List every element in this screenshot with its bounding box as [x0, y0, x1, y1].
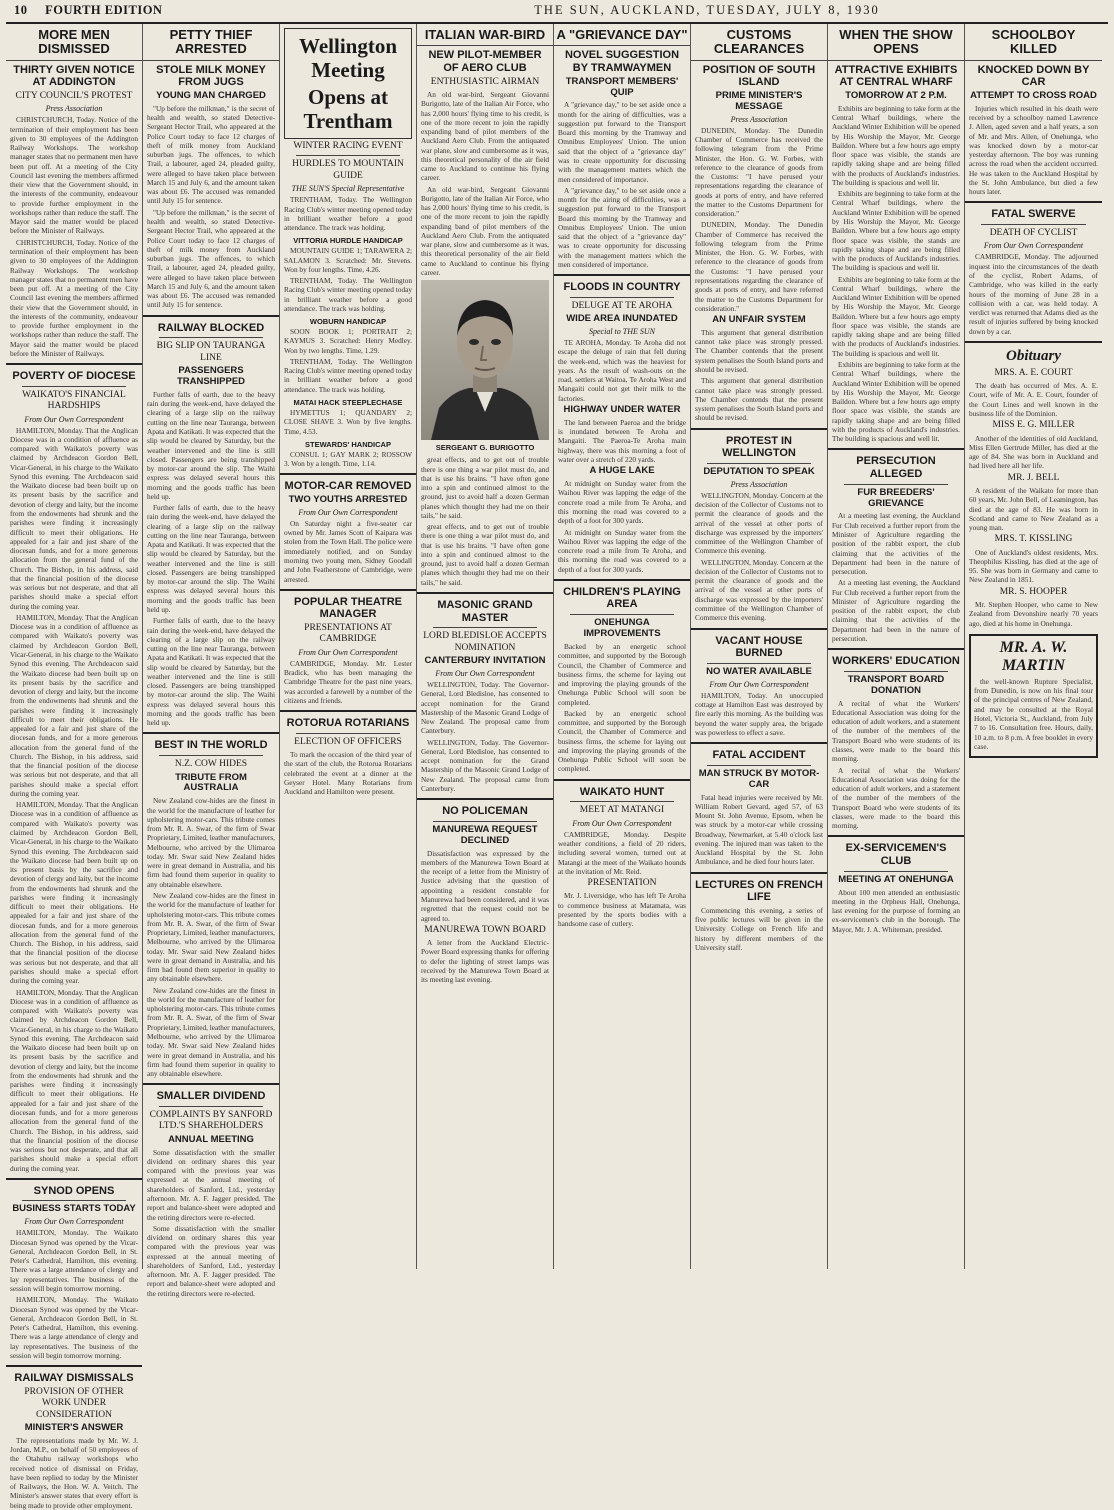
- subheadline: MANUREWA TOWN BOARD: [424, 924, 546, 935]
- column-banner: ITALIAN WAR-BIRD: [417, 26, 553, 46]
- subheadline: CITY COUNCIL'S PROTEST: [15, 90, 133, 101]
- credit: From Our Own Correspondent: [24, 414, 124, 424]
- headline: RAILWAY BLOCKED: [157, 321, 265, 334]
- divider: [570, 614, 674, 615]
- headline: SMALLER DIVIDEND: [156, 1090, 266, 1103]
- divider: [6, 1365, 142, 1367]
- divider: [22, 386, 126, 387]
- article-body-continued: An old war-bird, Sergeant Giovanni Burigotto, late of the Italian Air Force, who has 2,000 hours' flying time to his credit, is one of the more recent to join the rapidly expanding band of pilot members of the Auckland Aero Club. From the antiquated war plane, slow and cumbersome as it was, this theoretical personality of the air field came to Auckland to continue his flying career.: [421, 184, 549, 278]
- column-7: [828, 24, 965, 1269]
- headline: CHILDREN'S PLAYING AREA: [563, 585, 681, 611]
- subheadline: PASSENGERS TRANSHIPPED: [176, 365, 246, 387]
- racing-headline-line-1: Wellington Meeting: [298, 34, 398, 82]
- divider: [159, 337, 263, 338]
- divider: [296, 733, 400, 734]
- racing-headline-box: [284, 28, 412, 139]
- column-8: [965, 24, 1102, 1269]
- obituary-name: MR. S. HOOPER: [999, 586, 1068, 597]
- article-body-continued: A "grievance day," to be set aside once a month for the airing of difficulties, was a suggestion put forward to the Transport Board this morning by the Tramway and Omnibus Employees' Union. The union said that the object of a "grievance day" was to create opportunity for discussing with the management matters which the men considered of importance.: [558, 185, 686, 269]
- portrait-photo: [421, 280, 549, 440]
- article-body: DUNEDIN, Monday. The Dunedin Chamber of Commerce has received the following telegram from the Prime Minister, the Hon. G. W. Forbes, with reference to the clearance of goods from the Customs: "I have perused your representations regarding the clearance of goods at ports of entry, and have referred the matter to the Customs Department for consideration.": [695, 125, 823, 219]
- subheadline: BUSINESS STARTS TODAY: [12, 1203, 136, 1215]
- headline: POPULAR THEATRE MANAGER: [294, 595, 402, 621]
- subheadline: ANNUAL MEETING: [168, 1133, 254, 1145]
- article-body-continued: This argument that general distribution cannot take place was strongly pressed. The Chamber contends that the present system penalises the South Island ports and should be revised.: [695, 376, 823, 423]
- headline: PROTEST IN WELLINGTON: [722, 434, 796, 460]
- subheadline: TRIBUTE FROM AUSTRALIA: [175, 771, 247, 794]
- divider: [6, 363, 142, 365]
- subheadline: WINTER RACING EVENT: [293, 141, 403, 152]
- credit: Special to THE SUN: [589, 327, 655, 337]
- divider: [280, 710, 416, 712]
- subheadline: N.Z. COW HIDES: [174, 759, 248, 770]
- headline: FLOODS IN COUNTRY: [563, 281, 681, 294]
- advertisement-body: the well-known Rupture Specialist, from Dunedin, is now on his final tour of the principal centres of New Zealand, and may be consulted at the Royal Hotel, Victoria St., Auckland, from July 7 to 16. Consultation free. Hours, daily, 10 a.m. to 8 p.m. A free booklet in every case.: [974, 676, 1093, 751]
- column-banner: SCHOOLBOY KILLED: [965, 26, 1102, 61]
- subheadline: ATTEMPT TO CROSS ROAD: [970, 89, 1097, 101]
- obituary-name: MRS. A. E. COURT: [994, 367, 1073, 378]
- divider: [280, 589, 416, 591]
- article-body-continued: HAMILTON, Monday. The Waikato Diocesan Synod was opened by the Vicar-General, Archdeacon Gordon Bell, in St. Peter's Cathedral, Hamilton, this evening. There was a large attendance of clergy and lay representatives. The business of the session will begin tomorrow morning.: [10, 1295, 138, 1360]
- credit: From Our Own Correspondent: [709, 679, 809, 689]
- credit: Press Association: [45, 104, 103, 114]
- race-title: MATAI HACK STEEPLECHASE: [293, 398, 403, 408]
- obituary-body: Mr. Stephen Hooper, who came to New Zealand from Devonshire nearly 70 years ago, died at his home in Onehunga.: [969, 600, 1098, 628]
- subheadline: ENTHUSIASTIC AIRMAN: [430, 76, 540, 87]
- headline: VACANT HOUSE BURNED: [715, 634, 803, 660]
- headline: POSITION OF SOUTH ISLAND: [702, 63, 816, 89]
- divider: [965, 341, 1102, 343]
- article-body: CAMBRIDGE, Monday. The adjourned inquest into the circumstances of the death of the cyclist, Robert Adams, of Cambridge, who was killed in the early hours of the morning of June 28 in a collision with a car, was held today. A verdict was returned that Adams died as the result of injuries suffered by being knocked down by a car.: [969, 252, 1098, 336]
- divider: [554, 274, 690, 276]
- headline: POVERTY OF DIOCESE: [12, 370, 136, 383]
- race-result: HYMETTUS 1; QUANDARY 2; CLOSE SHAVE 3. Won by five lengths. Time, 4.53.: [284, 408, 412, 436]
- divider: [417, 798, 553, 800]
- column-5: [554, 24, 691, 1269]
- article-body-continued: A recital of what the Workers' Educational Association was doing for the education of adult workers, and a statement of the number of the members of the Transport Board who were students of its classes, were made to the board this morning.: [832, 765, 960, 831]
- subheadline: WIDE AREA INUNDATED: [566, 313, 678, 325]
- column-6: [691, 24, 828, 1269]
- article-body-continued: New Zealand cow-hides are the finest in the world for the manufacture of leather for upholstering motor-cars. This tribute comes from Mr. R. A. Swar, of the firm of Swar Proprietary, Limited, leather manufacturers, Melbourne, who arrived by the Ulimaroa today. Mr. Swar said New Zealand hides were in great demand in Australia, and his firm had found them superior in quality to any obtainable elsewhere.: [147, 891, 275, 984]
- divider: [691, 428, 827, 430]
- divider: [707, 765, 811, 766]
- obituary-body: A resident of the Waikato for more than 60 years, Mr. John Bell, of Leamington, has died at the age of 83. He was born in Scotland and came to New Zealand as a young man.: [969, 485, 1098, 533]
- article-body: CHRISTCHURCH, Today. Notice of the termination of their employment has been given to 30 employees of the Addington Railway Workshops. The workshop manager states that no permanent men have been put off. At a meeting of the City Council last evening the members affirmed their view that the Government should, in the interests of the community, endeavour to provide further employment in the workshops rather than reduce the staff. The Mayor said the matter would be placed before the Minister of Railways.: [10, 115, 138, 236]
- article-body: great effects, and to get out of trouble there is one thing a war pilot must do, and that is use his brains. "I have often gone into a spin and continued almost to the ground, just to avoid half a dozen German planes which thought they had me on their tails," he said.: [421, 455, 549, 520]
- article-body: Further falls of earth, due to the heavy rain during the week-end, have delayed the clearing of a large slip on the railway cutting on the line near Tauranga, between Apata and Katikati. It was expected that the slip would be cleared by Saturday, but the weather intervened and the line is still closed. Passengers are being transhipped by motor-car around the slip. The Waihi express was delayed several hours this morning and the goods traffic has been held up.: [147, 389, 275, 501]
- subheadline: MINISTER'S ANSWER: [24, 1421, 124, 1433]
- subheadline: NO WATER AVAILABLE: [706, 665, 812, 677]
- credit: From Our Own Correspondent: [435, 668, 535, 678]
- column-4: [417, 24, 554, 1269]
- column-banner: PETTY THIEF ARRESTED: [143, 26, 279, 61]
- divider: [691, 872, 827, 874]
- headline: MOTOR-CAR REMOVED: [284, 480, 412, 493]
- headline: WORKERS' EDUCATION: [832, 655, 960, 668]
- article-body: The representations made by Mr. W. J. Jordan, M.P., on behalf of 50 employees of the Otahuhu railway workshops who received notice of dismissal on Friday, have been replied to today by the Minister of Railways, the Hon. W. A. Veitch. The Minister's answer states that every effort is being made to provide other employment.: [10, 1435, 138, 1510]
- article-body-continued: HAMILTON, Monday. That the Anglican Diocese was in a condition of affluence as compared with Waikato's poverty was claimed by Archdeacon Gordon Bell, Vicar-General, in his charge to the Waikato Synod this evening. The Archdeacon said the Waikato diocese had been built up on its present basis by the sacrifice and devotion of clergy and laity, but the income from the endowments had shrunk and the parishes were finding it increasingly difficult to meet their obligations. He appealed for a fair and just share of the diocesan funds, and for a more generous allocation from the general fund of the Church. The Bishop, in his address, said that the financial position of the diocese was serious but not desperate, and that all parishes should make a special effort during the coming year.: [10, 612, 138, 798]
- race-title: STEWARDS' HANDICAP: [305, 439, 391, 449]
- subheadline: DEATH OF CYCLIST: [989, 228, 1078, 239]
- headline: KNOCKED DOWN BY CAR: [977, 63, 1090, 89]
- headline: NEW PILOT-MEMBER OF AERO CLUB: [428, 49, 542, 74]
- article-body: Dissatisfaction was expressed by the members of the Manurewa Town Board at the receipt of a letter from the Ministry of Justice advising that the question of appointing a resident constable for Manurewa had been considered, and it was regretted that the request could not be agreed to.: [421, 848, 549, 923]
- article-body-continued: Further falls of earth, due to the heavy rain during the week-end, have delayed the clearing of a large slip on the railway cutting on the line near Tauranga, between Apata and Katikati. It was expected that the slip would be cleared by Saturday, but the weather intervened and the line is still closed. Passengers are being transhipped by motor-car around the slip. The Waihi express was delayed several hours this morning and the goods traffic has been held up.: [147, 503, 275, 615]
- subheadline: BIG SLIP ON TAURANGA LINE: [156, 341, 266, 363]
- credit: THE SUN'S Special Representative: [291, 184, 405, 194]
- divider: [570, 801, 674, 802]
- divider: [707, 663, 811, 664]
- subheadline: PRESENTATIONS AT CAMBRIDGE: [304, 623, 392, 645]
- article-body-continued: Exhibits are beginning to take form at the Central Wharf buildings, where the Auckland Winter Exhibition will be opened by His Worship the Mayor, Mr. George Baildon. Where but a few hours ago empty floor space was visible, the stands are rapidly taking shape and are being filled with the products of Auckland's industries. The building is spacious and well lit.: [832, 189, 960, 273]
- divider: [143, 732, 279, 734]
- headline: FATAL ACCIDENT: [712, 749, 806, 762]
- divider: [554, 579, 690, 581]
- masthead-left: [14, 3, 176, 18]
- subheadline: TWO YOUTHS ARRESTED: [288, 493, 408, 505]
- divider: [159, 1106, 263, 1107]
- article-body: TRENTHAM, Today. The Wellington Racing Club's winter meeting opened today in brilliant weather before a good attendance. The track was holding.: [284, 195, 412, 233]
- article-body: CAMBRIDGE, Monday. Despite weather conditions, a field of 20 riders, including several women, turned out at Matangi at the meet of the Waikato hounds at the invitation of Mr. Reid.: [558, 829, 686, 876]
- edition-label: FOURTH EDITION: [45, 3, 163, 17]
- credit: From Our Own Correspondent: [24, 1217, 124, 1227]
- race-result: MOUNTAIN GUIDE 1; TARAWERA 2; SALAMON 3. Scratched: Mr. Stevens. Won by four lengths. Time, 4.26.: [284, 246, 412, 274]
- article-body: New Zealand cow-hides are the finest in the world for the manufacture of leather for upholstering motor-cars. This tribute comes from Mr. R. A. Swar, of the firm of Swar Proprietary, Limited, leather manufacturers, Melbourne, who arrived by the Ulimaroa today. Mr. Swar said New Zealand hides were in great demand in Australia, and his firm had found them superior in quality to any obtainable elsewhere.: [147, 796, 275, 889]
- article-body: Commencing this evening, a series of five public lectures will be given in the University College on French life and history by different members of the University staff.: [695, 905, 823, 953]
- article-body-continued: New Zealand cow-hides are the finest in the world for the manufacture of leather for upholstering motor-cars. This tribute comes from Mr. R. A. Swar, of the firm of Swar Proprietary, Limited, leather manufacturers, Melbourne, who arrived by the Ulimaroa today. Mr. Swar said New Zealand hides were in great demand in Australia, and his firm had found them superior in quality to any obtainable elsewhere.: [147, 985, 275, 1079]
- article-body: The land between Paeroa and the bridge is inundated between Te Aroha and Mangaiti. The Paeroa-Te Aroha main highway, there was this morning a foot of water over a stretch of 220 yards.: [558, 417, 686, 464]
- obituary-name: MISS E. G. MILLER: [992, 420, 1075, 431]
- photo-caption: SERGEANT G. BURIGOTTO: [435, 443, 535, 453]
- divider: [691, 742, 827, 744]
- subheadline: MANUREWA REQUEST DECLINED: [432, 823, 538, 846]
- headline: ROTORUA ROTARIANS: [286, 717, 410, 730]
- divider: [844, 871, 948, 872]
- subheadline: TRANSPORT BOARD DONATION: [847, 673, 945, 696]
- column-3: [280, 24, 417, 1269]
- subheadline: MAN STRUCK BY MOTOR-CAR: [698, 767, 820, 790]
- article-body-continued: At a meeting last evening, the Auckland Fur Club received a further report from the Minister of Agriculture regarding the position of the rabbit export, the club claiming that the activities of the Department had been in the nature of persecution.: [832, 578, 960, 643]
- article-body: This argument that general distribution cannot take place was strongly pressed. The Chamber contends that the present system penalises the South Island ports and should be revised.: [695, 327, 823, 375]
- race-result: SOON BOOK 1; PORTRAIT 2; KAYMUS 3. Scratched: Henry Medley. Won by two lengths. Time, 1.29.: [284, 327, 412, 355]
- article-body: Backed by an energetic school committee, and supported by the Borough Council, the Chamber of Commerce and business firms, the scheme for laying out and improving the playing grounds of the Onehunga Public School will soon be completed.: [558, 641, 686, 707]
- article-body-continued: Exhibits are beginning to take form at the Central Wharf buildings, where the Auckland Winter Exhibition will be opened by His Worship the Mayor, Mr. George Baildon. Where but a few hours ago empty floor space was visible, the stands are rapidly taking shape and are being filled with the products of Auckland's industries. The building is spacious and well lit.: [832, 359, 960, 444]
- article-body-continued: WELLINGTON, Monday. Concern at the decision of the Collector of Customs not to permit the clearance of goods and the arrival of the vessel at other ports of discharge was expressed by the importers' committee of the Wellington Chamber of Commerce this evening.: [695, 557, 823, 623]
- subheadline: PRIME MINISTER'S MESSAGE: [715, 89, 803, 112]
- article-body-continued: DUNEDIN, Monday. The Dunedin Chamber of Commerce has received the following telegram from the Prime Minister, the Hon. G. W. Forbes, with reference to the clearance of goods from the Customs: "I have perused your representations regarding the clearance of goods at ports of entry, and have referred the matter to the Customs Department for consideration.": [695, 220, 823, 313]
- column-banner: MORE MEN DISMISSED: [6, 26, 142, 61]
- divider: [417, 592, 553, 594]
- headline: THIRTY GIVEN NOTICE AT ADDINGTON: [13, 63, 135, 89]
- article-body: At a meeting last evening, the Auckland Fur Club received a further report from the Minister of Agriculture regarding the position of the rabbit export, the club claiming that the activities of the Department had been in the nature of persecution.: [832, 511, 960, 577]
- article-body: A "grievance day," to be set aside once a month for the airing of difficulties, was a suggestion put forward to the Transport Board this morning by the Tramway and Omnibus Employees' Union. The union said that the object of a "grievance day" was to create opportunity for discussing with the management matters which the men considered of importance.: [558, 100, 686, 184]
- headline: FATAL SWERVE: [991, 208, 1076, 221]
- article-body: CAMBRIDGE, Monday. Mr. Lester Bradick, who has been managing the Cambridge Theatre for the past nine years, was accorded a farewell by a number of the citizens and friends.: [284, 658, 412, 705]
- headline: NOVEL SUGGESTION BY TRAMWAYMEN: [564, 49, 680, 74]
- subheadline: HURDLES TO MOUNTAIN GUIDE: [292, 159, 404, 181]
- race-title: VITTORIA HURDLE HANDICAP: [293, 236, 403, 246]
- obituary-name: MR. J. BELL: [1007, 472, 1060, 483]
- divider: [296, 155, 400, 156]
- subheadline: HIGHWAY UNDER WATER: [563, 404, 681, 416]
- subheadline: DELUGE AT TE AROHA: [571, 300, 673, 311]
- article-body: A recital of what the Workers' Educational Association was doing for the education of adult workers, and a statement of the number of the members of the Transport Board who were students of its classes, were made to the board this morning.: [832, 698, 960, 764]
- race-report: TRENTHAM, Today. The Wellington Racing Club's winter meeting opened today in brilliant weather before a good attendance. The track was holding.: [284, 276, 412, 313]
- subheadline: PROVISION OF OTHER WORK UNDER CONSIDERATION: [24, 1386, 124, 1420]
- headline: LECTURES ON FRENCH LIFE: [695, 878, 823, 904]
- credit: Press Association: [730, 114, 788, 124]
- headline: RAILWAY DISMISSALS: [14, 1372, 134, 1385]
- headline: WAIKATO HUNT: [579, 785, 665, 798]
- divider: [554, 779, 690, 781]
- article-body-continued: Backed by an energetic school committee, and supported by the Borough Council, the Chamber of Commerce and business firms, the scheme for laying out and improving the playing grounds of the Onehunga Public School will soon be completed.: [558, 708, 686, 774]
- article-body-continued: HAMILTON, Monday. That the Anglican Diocese was in a condition of affluence as compared with Waikato's poverty was claimed by Archdeacon Gordon Bell, Vicar-General, in his charge to the Waikato Synod this evening. The Archdeacon said the Waikato diocese had been built up on its present basis by the sacrifice and devotion of clergy and laity, but the income from the endowments had shrunk and the parishes were finding it increasingly difficult to meet their obligations. He appealed for a fair and just share of the diocesan funds, and for a more generous allocation from the general fund of the Church. The Bishop, in his address, said that the financial position of the diocese was serious but not desperate, and that all parishes should make a special effort during the coming year.: [10, 800, 138, 986]
- divider: [6, 1178, 142, 1180]
- article-body: Injuries which resulted in his death were received by a schoolboy named Lawrence J. Allen, aged seven and a half years, a son of Mr. and Mrs. Allen, of Onehunga, who was knocked down by a motor-car yesterday afternoon. The boy was running across the road when the accident occurred. He was taken to the Auckland Hospital by the St. John Ambulance, but died a few hours later.: [969, 103, 1098, 197]
- credit: From Our Own Correspondent: [298, 647, 398, 657]
- credit: From Our Own Correspondent: [983, 241, 1084, 251]
- divider: [828, 648, 964, 650]
- divider: [159, 755, 263, 756]
- article-body: Mr. J. Liversidge, who has left Te Aroha to commence business at Matamata, was presented by the sports bodies with a handsome case of cutlery.: [558, 891, 686, 929]
- subheadline: AN UNFAIR SYSTEM: [712, 314, 806, 326]
- column-banner: WHEN THE SHOW OPENS: [828, 26, 964, 61]
- obituary-body: Another of the identities of old Auckland, Miss Ellen Gertrude Miller, has died at the age of 84. She was born in Auckland and had lived here all her life.: [969, 433, 1098, 471]
- divider: [691, 628, 827, 630]
- divider: [433, 627, 537, 628]
- divider: [828, 448, 964, 450]
- article-body-continued: "Up before the milkman," is the secret of health and wealth, so stated Detective-Sergeant Hector Trail, who appeared at the Police Court today to face 12 charges of theft of milk money from Auckland suburban jugs. The offences, to which Trail, a labourer, aged 24, pleaded guilty, were alleged to have taken place between March 15 and July 6, and the amount taken was about £6. The accused was remanded until July 15 for sentence.: [147, 207, 275, 310]
- divider: [828, 835, 964, 837]
- article-body: On Saturday night a five-seater car owned by Mr. James Scott of Kaipara was stolen from the Town Hall. The police were immediately notified, and on Sunday morning two young men, Sidney Goodall and John Featherstone of Cambridge, were arrested.: [284, 518, 412, 584]
- article-body-continued: Some dissatisfaction with the smaller dividend on ordinary shares this year compared with the previous year was expressed at the annual meeting of shareholders of Sanford, Ltd., yesterday afternoon. Mr. A. F. Jagger presided. The report and balance-sheet were adopted and the retiring directors were re-elected.: [147, 1223, 275, 1298]
- divider: [844, 671, 948, 672]
- divider: [707, 463, 811, 464]
- article-body: Some dissatisfaction with the smaller dividend on ordinary shares this year compared with the previous year was expressed at the annual meeting of shareholders of Sanford, Ltd., yesterday afternoon. Mr. A. F. Jagger presided. The report and balance-sheet were adopted and the retiring directors were re-elected.: [147, 1147, 275, 1222]
- headline: SYNOD OPENS: [33, 1184, 115, 1197]
- credit: From Our Own Correspondent: [572, 818, 672, 828]
- subheadline: PRESENTATION: [587, 878, 657, 889]
- headline: NO POLICEMAN: [442, 805, 528, 818]
- column-1: [6, 24, 143, 1510]
- headline: ATTRACTIVE EXHIBITS AT CENTRAL WHARF: [834, 63, 958, 89]
- subheadline: YOUNG MAN CHARGED: [156, 89, 266, 101]
- obituary-body: The death has occurred of Mrs. A. E. Court, wife of Mr. A. E. Court, founder of the Court Lines and well known in the business life of the Dominion.: [969, 381, 1098, 418]
- obituary-heading: Obituary: [1005, 347, 1061, 364]
- divider: [570, 297, 674, 298]
- race-result: CONSUL 1; GAY MARK 2; ROSSOW 3. Won by a length. Time, 1.14.: [284, 449, 412, 469]
- article-body: HAMILTON, Monday. That the Anglican Diocese was in a condition of affluence as compared with Waikato's poverty was claimed by Archdeacon Gordon Bell, Vicar-General, in his charge to the Waikato Synod this evening. The Archdeacon said the Waikato diocese had been built up on its present basis by the sacrifice and devotion of clergy and laity, but the income from the endowments had shrunk and the parishes were finding it increasingly difficult to meet their obligations. He appealed for a fair and just share of the diocesan funds, and for a more generous allocation from the general fund of the Church. The Bishop, in his address, said that the financial position of the diocese was serious but not desperate, and that all parishes should make a special effort during the coming year.: [10, 425, 138, 611]
- article-body: Fatal head injuries were received by Mr. William Robert Gevard, aged 57, of 63 Mount St. John Avenue, Epsom, when he was struck by a motor-car while crossing Broadway, Newmarket, at 5.40 o'clock last evening. The injured man was taken to the Auckland Hospital by the St. John Ambulance, and he died four hours later.: [695, 792, 823, 867]
- credit: From Our Own Correspondent: [298, 507, 398, 517]
- column-banner: A "GRIEVANCE DAY": [554, 26, 690, 46]
- racing-headline-line-2: Opens at Trentham: [303, 85, 393, 133]
- subheadline: ONEHUNGA IMPROVEMENTS: [583, 617, 661, 640]
- race-title: WOBURN HANDICAP: [309, 317, 387, 327]
- subheadline: DEPUTATION TO SPEAK: [703, 465, 815, 477]
- divider: [22, 1200, 126, 1201]
- article-body-continued: CHRISTCHURCH, Today. Notice of the termination of their employment has been given to 30 employees of the Addington Railway Workshops. The workshop manager states that no permanent men have been put off. At a meeting of the City Council last evening the members affirmed their view that the Government should, in the interests of the community, endeavour to provide further employment in the workshops rather than reduce the staff. The Mayor said the matter would be placed before the Minister of Railways.: [10, 237, 138, 358]
- headline: MASONIC GRAND MASTER: [437, 599, 533, 624]
- article-body: Exhibits are beginning to take form at the Central Wharf buildings, where the Auckland Winter Exhibition will be opened by His Worship the Mayor, Mr. George Baildon. Where but a few hours ago empty floor space was visible, the stands are rapidly taking shape and are being filled with the products of Auckland's industries. The building is spacious and well lit.: [832, 103, 960, 187]
- obituary-body: One of Auckland's oldest residents, Mrs. Theophilus Kissling, has died at the age of 95. She was born in Germany and came to New Zealand in 1851.: [969, 547, 1098, 585]
- article-body: TE AROHA, Monday. Te Aroha did not escape the deluge of rain that fell during the week-end, which was the heaviest for years. As the result of wash-outs on the road, settlers at Waitoa, Te Aroha West and Mangaiti could not get their milk to the factories.: [558, 338, 686, 403]
- masthead: [6, 0, 1108, 24]
- headline: STOLE MILK MONEY FROM JUGS: [156, 63, 266, 89]
- advertisement-box: [969, 634, 1098, 758]
- headline: PERSECUTION ALLEGED: [856, 455, 936, 480]
- divider: [280, 473, 416, 475]
- headline: BEST IN THE WORLD: [154, 739, 268, 752]
- article-body-continued: Exhibits are beginning to take form at the Central Wharf buildings, where the Auckland Winter Exhibition will be opened by His Worship the Mayor, Mr. George Baildon. Where but a few hours ago empty floor space was visible, the stands are rapidly taking shape and are being filled with the products of Auckland's industries. The building is spacious and well lit.: [832, 274, 960, 358]
- article-body: WELLINGTON, Today. The Governor-General, Lord Bledisloe, has consented to accept nomination for the Grand Mastership of the Masonic Grand Lodge of New Zealand. The proposal came from Canterbury.: [421, 679, 549, 736]
- subheadline: TOMORROW AT 2 P.M.: [845, 89, 947, 101]
- article-body: A letter from the Auckland Electric-Power Board expressing thanks for offering to defer the lighting of street lamps was received by the Manurewa Town Board at its meeting last evening.: [421, 938, 549, 985]
- subheadline: MEETING AT ONEHUNGA: [838, 873, 954, 885]
- subheadline: COMPLAINTS BY SANFORD LTD.'S SHAREHOLDERS: [149, 1109, 273, 1132]
- article-body: To mark the occasion of the third year of the start of the club, the Rotorua Rotarians celebrated the event at a dinner at the Geyser Hotel. Many Rotarians from Auckland and Hamilton were present.: [284, 750, 412, 797]
- subheadline: WAIKATO'S FINANCIAL HARDSHIPS: [22, 389, 126, 412]
- credit: Press Association: [730, 479, 788, 489]
- article-body: HAMILTON, Monday. The Waikato Diocesan Synod was opened by the Vicar-General, Archdeacon Gordon Bell, in St. Peter's Cathedral, Hamilton, this evening. There was a large attendance of clergy and lay representatives. The business of the session will begin tomorrow morning.: [10, 1228, 138, 1293]
- subheadline: ELECTION OF OFFICERS: [294, 736, 402, 747]
- article-body: An old war-bird, Sergeant Giovanni Burigotto, late of the Italian Air Force, who has 2,000 hours' flying time to his credit, is one of the more recent to join the rapidly expanding band of pilot members of the Auckland Aero Club. From the antiquated war plane, slow and cumbersome as it was, this theoretical personality of the air field came to Auckland to continue his flying career.: [421, 89, 549, 183]
- divider: [981, 224, 1086, 225]
- divider: [143, 315, 279, 317]
- headline: EX-SERVICEMEN'S CLUB: [845, 842, 947, 868]
- subheadline: LORD BLEDISLOE ACCEPTS NOMINATION: [423, 631, 547, 653]
- article-body-continued: Further falls of earth, due to the heavy rain during the week-end, have delayed the clearing of a large slip on the railway cutting on the line near Tauranga, between Apata and Katikati. It was expected that the slip would be cleared by Saturday, but the weather intervened and the line is still closed. Passengers are being transhipped by motor-car around the slip. The Waihi express was delayed several hours this morning and the goods traffic has been held up.: [147, 616, 275, 728]
- advertisement-name: MR. A. W. MARTIN: [999, 638, 1068, 674]
- article-body-continued: WELLINGTON, Today. The Governor-General, Lord Bledisloe, has consented to accept nomination for the Grand Mastership of the Masonic Grand Lodge of New Zealand. The proposal came from Canterbury.: [421, 737, 549, 793]
- article-body: HAMILTON, Today. An unoccupied cottage at Hamilton East was destroyed by fire early this morning. As the building was beyond the water supply area, the brigade was powerless to effect a save.: [695, 690, 823, 737]
- page-number: 10: [14, 3, 28, 17]
- article-body: At midnight on Sunday water from the Waihou River was lapping the edge of the concrete road a mile from Te Aroha, and this morning the road was covered to a depth of a foot for 300 yards.: [558, 479, 686, 526]
- divider: [433, 821, 537, 822]
- article-body-continued: HAMILTON, Monday. That the Anglican Diocese was in a condition of affluence as compared with Waikato's poverty was claimed by Archdeacon Gordon Bell, Vicar-General, in his charge to the Waikato Synod this evening. The Archdeacon said the Waikato diocese had been built up on its present basis by the sacrifice and devotion of clergy and laity, but the income from the endowments had shrunk and the parishes were finding it increasingly difficult to meet their obligations. He appealed for a fair and just share of the diocesan funds, and for a more generous allocation from the general fund of the Church. The Bishop, in his address, said that the financial position of the diocese was serious but not desperate, and that all parishes should make a special effort during the coming year.: [10, 987, 138, 1173]
- subheadline: FUR BREEDERS' GRIEVANCE: [857, 486, 935, 509]
- newspaper-dateline: THE SUN, AUCKLAND, TUESDAY, JULY 8, 1930: [534, 3, 880, 17]
- divider: [844, 484, 948, 485]
- article-body: WELLINGTON, Monday. Concern at the decision of the Collector of Customs not to permit the clearance of goods and the arrival of the vessel at other ports of discharge was expressed by the importers' committee of the Wellington Chamber of Commerce this evening.: [695, 490, 823, 556]
- article-body: "Up before the milkman," is the secret of health and wealth, so stated Detective-Sergeant Hector Trail, who appeared at the Police Court today to face 12 charges of theft of milk money from Auckland suburban jugs. The offences, to which Trail, a labourer, aged 24, pleaded guilty, were alleged to have taken place between March 15 and July 6, and the amount taken was about £6. The accused was remanded until July 15 for sentence.: [147, 103, 275, 206]
- subheadline: MEET AT MATANGI: [579, 805, 665, 816]
- article-body-continued: great effects, and to get out of trouble there is one thing a war pilot must do, and that is use his brains. "I have often gone into a spin and continued almost to the ground, just to avoid half a dozen German planes which thought they had me on their tails," he said.: [421, 522, 549, 587]
- subheadline: TRANSPORT MEMBERS' QUIP: [565, 75, 679, 98]
- divider: [965, 201, 1102, 203]
- column-grid: [6, 24, 1108, 1510]
- subheadline: A HUGE LAKE: [589, 465, 655, 477]
- race-report: TRENTHAM, Today. The Wellington Racing Club's winter meeting opened today in brilliant weather before a good attendance. The track was holding.: [284, 356, 412, 394]
- column-2: [143, 24, 280, 1298]
- obituary-name: MRS. T. KISSLING: [994, 534, 1073, 545]
- article-body: About 100 men attended an enthusiastic meeting in the Orpheus Hall, Onehunga, last evening for the purpose of forming an ex-servicemen's club in the borough. The Mayor, Mr. J. A. Whiteman, presided.: [832, 887, 960, 934]
- divider: [143, 1083, 279, 1085]
- column-banner: CUSTOMS CLEARANCES: [691, 26, 827, 61]
- subheadline: CANTERBURY INVITATION: [424, 655, 546, 667]
- article-body-continued: At midnight on Sunday water from the Waihou River was lapping the edge of the concrete road a mile from Te Aroha, and this morning the road was covered to a depth of a foot for 300 yards.: [558, 527, 686, 574]
